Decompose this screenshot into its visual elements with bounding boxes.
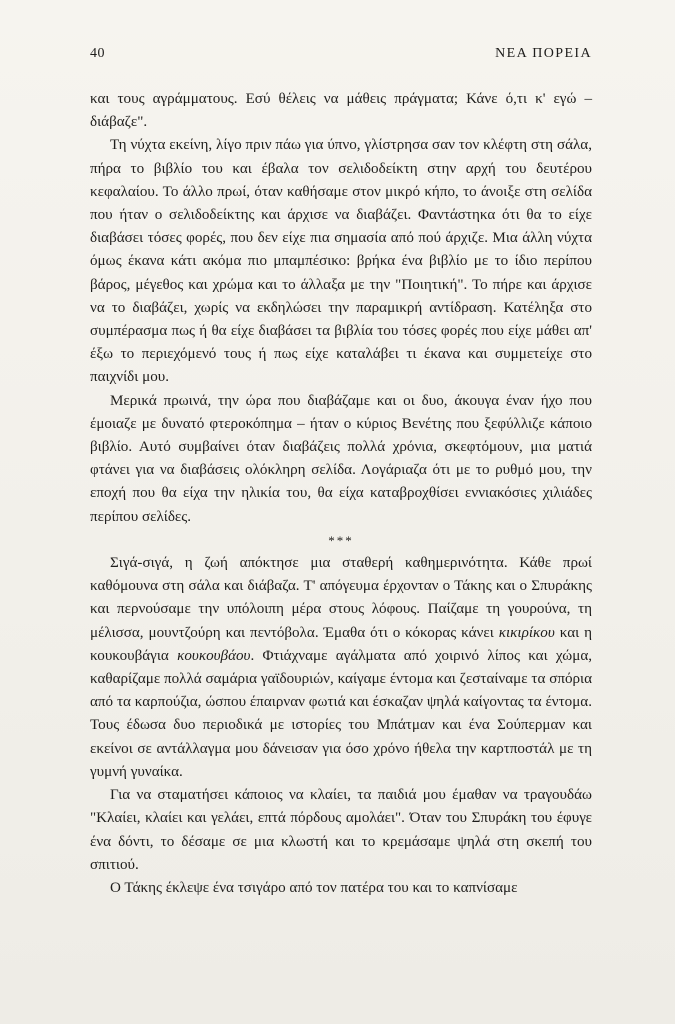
running-title: ΝΕΑ ΠΟΡΕΙΑ [495, 46, 592, 61]
text-run: και τους αγράμματους. Εσύ θέλεις να μάθεις πράγματα; Κάνε ό,τι κ' εγώ – διάβαζε". [90, 91, 592, 131]
scene-break: *** [328, 532, 354, 548]
text-run: Τη νύχτα εκείνη, λίγο πριν πάω για ύπνο, γλίστρησα σαν τον κλέφτη στη σάλα, πήρα το βιβλίο του και έβαλα τον σελιδοδείκτη στην αρχή του δευτέρου κεφαλαίου. Το άλλο πρωί, όταν καθήσαμε στον μικρό κήπο, το άνοιξε στη σελίδα που ήταν ο σελιδοδείκτης και άρχισε να διαβάζει. Φαντάστηκα ότι θα το είχε διαβάσει τόσες φορές, που δεν είχε πια σημασία από πού άρχιζε. Μια άλλη νύχτα όμως έκανα κάτι ακόμα πιο μπαμπέσικο: βρήκα ένα βιβλίο με το ίδιο περίπου βάρος, μέγεθος και χρώμα και το άλλαξα με την "Ποιητική". Το πήρε και άρχισε να το διαβάζει, χωρίς να εκδηλώσει την παραμικρή αντίδραση. Κατέληξα στο συμπέρασμα πως ή θα είχε διαβάσει τα βιβλία του τόσες φορές που είχε μάθει απ' έξω το περιεχόμενό τους ή πως είχε καταλάβει τι έκανα και συμμετείχε στο παιχνίδι μου. [90, 137, 592, 386]
page-number: 40 [90, 46, 105, 61]
text-run: και η κουκουβάγια [90, 624, 592, 664]
text-run: Μερικά πρωινά, την ώρα που διαβάζαμε και οι δυο, άκουγα έναν ήχο που έμοιαζε με δυνατό φτεροκόπημα – ήταν ο κύριος Βενέτης που ξεφύλλιζε κάποιο βιβλίο. Αυτό συμβαίνει όταν διαβάζεις πολλά χρόνια, σκεφτόμουν, μια ματιά φτάνει για να διαβάσεις ολόκληρη σελίδα. Λογάριαζα ότι με το ρυθμό μου, την εποχή που θα είχα την ηλικία του, θα είχα καταβροχθίσει εννιακόσιες χιλιάδες περίπου σελίδες. [90, 392, 592, 525]
text-run: Ο Τάκης έκλεψε ένα τσιγάρο από τον πατέρα του και το καπνίσαμε [110, 879, 518, 896]
text-run: Για να σταματήσει κάποιος να κλαίει, τα παιδιά μου έμαθαν να τραγουδάω "Κλαίει, κλαίει και γελάει, επτά πόρδους αμολάει". Όταν του Σπυράκη του έφυγε ένα δόντι, το δέσαμε σε μια κλωστή και το κρεμάσαμε ψηλά στη σκεπή του σπιτιού. [90, 787, 592, 873]
paragraph-6 [90, 877, 592, 900]
running-head [90, 44, 592, 64]
paragraph-5 [90, 784, 592, 877]
paragraph-3 [90, 390, 592, 529]
text-run: . Φτιάχναμε αγάλματα από χοιρινό λίπος και χώμα, καθαρίζαμε πολλά σαμάρια γαϊδουριών, καίγαμε έντομα και ζεσταίναμε τα σπόρια από τα καρπούζια, ώσπου έπαιρναν φωτιά και έσκαζαν ψηλά καίγοντας τα έντομα. Τους έδωσα δυο περιοδικά με ιστορίες του Μπάτμαν και ένα Σούπερμαν και εκείνοι σε αντάλλαγμα μου δάνεισαν για όσο χρόνο ήθελα την καρτποστάλ με τη γυμνή γυναίκα. [90, 647, 593, 780]
italic-text-run: κουκουβάου [177, 647, 251, 664]
text-block [90, 88, 592, 900]
paragraph-2 [90, 134, 592, 389]
italic-text-run: κικιρίκου [498, 624, 555, 641]
paragraph-1 [90, 88, 592, 134]
text-run: Σιγά-σιγά, η ζωή απόκτησε μια σταθερή καθημερινότητα. Κάθε πρωί καθόμουνα στη σάλα και διάβαζα. Τ' απόγευμα έρχονταν ο Τάκης και ο Σπυράκης και περνούσαμε την υπόλοιπη μέρα στους λόφους. Παίζαμε τη γουρούνα, τη μέλισσα, μουντζούρη και πεντόβολα. Έμαθα ότι ο κόκορας κάνει [90, 555, 592, 641]
paragraph-4 [90, 552, 592, 784]
